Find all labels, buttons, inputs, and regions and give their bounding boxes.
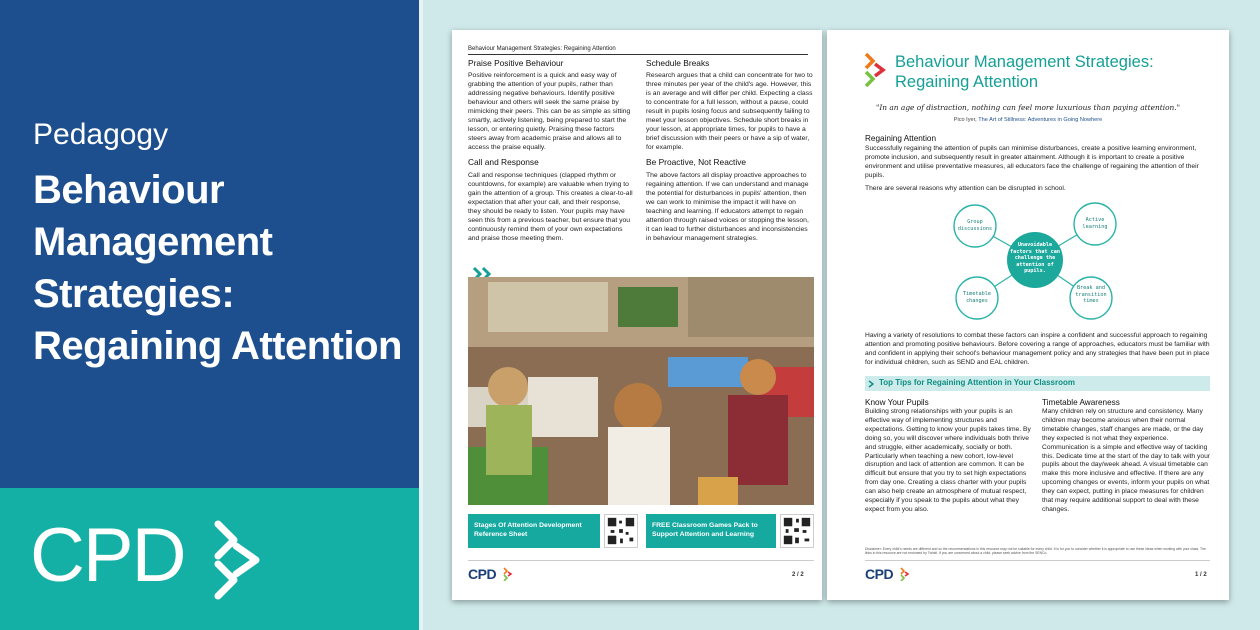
chevron-logo-icon bbox=[900, 567, 910, 581]
diagram-node-active-learning: Active learning bbox=[1082, 217, 1108, 230]
resource-link-games-pack[interactable]: FREE Classroom Games Pack to Support Attention and Learning bbox=[646, 514, 776, 548]
paragraph-know-pupils: Building strong relationships with your pupils is an effective way of implementing structures and expectations. Getting to know your pupils takes time. By doing so, you will discover where individuals both thrive and struggle, either academically, socially or both. Particularly when teaching a new cohort, low-level disruption and lack of attention are common. It can be difficult but ensure that you try to set high expectations from day one. Creating a class charter with your pupils can also help create an atmosphere of mutual respect, especially if you speak to the pupils about what they expect from you also. bbox=[865, 408, 1031, 513]
running-head: Behaviour Management Strategies: Regaining Attention bbox=[468, 46, 808, 55]
column-left bbox=[468, 58, 634, 248]
cpd-logo: CPD bbox=[30, 513, 185, 598]
classroom-photo bbox=[468, 277, 814, 505]
heading-praise: Praise Positive Behaviour bbox=[468, 58, 564, 68]
heading-schedule-breaks: Schedule Breaks bbox=[646, 58, 710, 68]
document-page-1 bbox=[827, 30, 1229, 600]
footer-rule bbox=[468, 560, 814, 561]
heading-call-response: Call and Response bbox=[468, 157, 539, 168]
chevron-logo-icon bbox=[503, 567, 513, 581]
paragraph-call-response: Call and response techniques (clapped rhythm or countdowns, for example) are valuable when trying to gain the attention of a group. This creates a clear-to-all expectation that after your call, and their response, they should be ready to listen. Your pupils may have seen this from a previous teacher, but ensure that you continuously remind them of your own expectations and praise those meeting them. bbox=[468, 171, 633, 242]
paragraph-reasons: There are several reasons why attention can be disrupted in school. bbox=[865, 185, 1066, 192]
column-right bbox=[646, 58, 814, 248]
page-number: 2 / 2 bbox=[792, 572, 804, 578]
disclaimer: Disclaimer: Every child's needs are different and so the recommendations in this resource may not be suitable for every child. It is for you to consider whether it is appropriate to use these ideas when working with your class. The links in this resource are not endorsed by Twinkl. If you are concerned about a child, please seek advice from the SENCo. bbox=[865, 547, 1206, 556]
qr-code-icon bbox=[604, 514, 638, 548]
document-title: Behaviour Management Strategies: Regaining Attention bbox=[895, 53, 1154, 91]
resource-link-stages[interactable]: Stages Of Attention Development Reference Sheet bbox=[468, 514, 600, 548]
chevron-right-icon bbox=[868, 380, 874, 388]
quote: "In an age of distraction, nothing can feel more luxurious than paying attention." bbox=[875, 103, 1181, 112]
paragraph-praise: Positive reinforcement is a quick and easy way of grabbing the attention of your pupils, rather than addressing negative behaviours. Identify positive behaviour and others will seek the same praise by mimicking their peers. This can be as simple as sitting smartly, actively listening, being prepared to start the lesson, or entering quietly. Praising these factors steers away from academic praise and allows all to access the praise equally. bbox=[468, 72, 631, 152]
category-label: Pedagogy bbox=[33, 118, 169, 151]
footer-logo: CPD bbox=[468, 566, 497, 582]
tips-banner: Top Tips for Regaining Attention in Your Classroom bbox=[865, 376, 1210, 391]
paragraph-proactive: The above factors all display proactive approaches to regaining attention. If we can understand and manage the potential for disturbances in pupils' attention, then we can work to minimise the impact it will have on teaching and learning. If educators attempt to regain attention through raised voices or stopping the lesson, it can lead to further disturbances and inconsistencies in behaviour management strategies. bbox=[646, 171, 809, 242]
page-number: 1 / 2 bbox=[1195, 572, 1207, 578]
diagram-node-group-discussions: Group discussions bbox=[957, 219, 993, 232]
paragraph-resolutions: Having a variety of resolutions to combat these factors can inspire a confident and successful approach to regaining attention and promoting positive behaviours. Before covering a range of approaches, educators must be familiar with and confident in applying their school's behaviour management policy and any strategies that have been put in place for individual children, such as SEND and EAL children. bbox=[865, 332, 1210, 366]
banner-title: Behaviour Management Strategies: Regaining Attention bbox=[33, 168, 402, 368]
chevron-logo-icon bbox=[863, 52, 891, 88]
qr-code-icon bbox=[780, 514, 814, 548]
heading-timetable-awareness: Timetable Awareness bbox=[1042, 398, 1120, 407]
document-page-2 bbox=[452, 30, 822, 600]
section-heading-regaining: Regaining Attention bbox=[865, 134, 937, 143]
chevron-arrows-icon bbox=[208, 518, 270, 602]
paragraph-intro: Successfully regaining the attention of pupils can minimise disturbances, create a positive learning environment, promote inclusion, and subsequently result in greater attainment. Although it is important to create a positive environment and utilise preventative measures, all educators face the challenge of regaining the attention of their pupils. bbox=[865, 145, 1199, 179]
quote-author: Pico Iyer, bbox=[953, 117, 977, 123]
quote-book-link[interactable]: The Art of Stillness: Adventures in Going Nowhere bbox=[978, 117, 1103, 123]
footer-logo: CPD bbox=[865, 566, 894, 582]
paragraph-timetable-awareness: Many children rely on structure and consistency. Many children may become anxious when their normal timetable changes, staff changes are made, or the day they expected is not what they experience. Communication is a simple and effective way of tackling this. Dedicate time at the start of the day to talk with your pupils about the day/week ahead. A visual timetable can make this more inclusive and effective. If there are any upcoming changes or events, inform your pupils on what they can expect, putting in place measures for children that may require additional support to deal with these changes. bbox=[1042, 408, 1211, 513]
footer-rule bbox=[865, 560, 1210, 561]
quote-source bbox=[847, 117, 1209, 123]
diagram-node-timetable-changes: Timetable changes bbox=[962, 291, 992, 304]
diagram-node-break-transition: Break and transition times bbox=[1075, 285, 1107, 304]
banner-divider bbox=[419, 0, 423, 630]
paragraph-schedule-breaks: Research argues that a child can concentrate for two to three minutes per year of the child's age. However, this is an average and will differ per child. Expecting a class to concentrate for a full lesson, without a pause, could result in pupils losing focus and subsequently failing to meet your lesson objectives. Schedule short breaks in your lesson, at appropriate times, for pupils to have a brief discussion with their peers or have a sip of water, for example. bbox=[646, 72, 813, 152]
heading-know-pupils: Know Your Pupils bbox=[865, 398, 929, 407]
heading-proactive: Be Proactive, Not Reactive bbox=[646, 157, 747, 168]
diagram-center-label: Unavoidable factors that can challenge the attention of pupils. bbox=[1010, 242, 1060, 274]
